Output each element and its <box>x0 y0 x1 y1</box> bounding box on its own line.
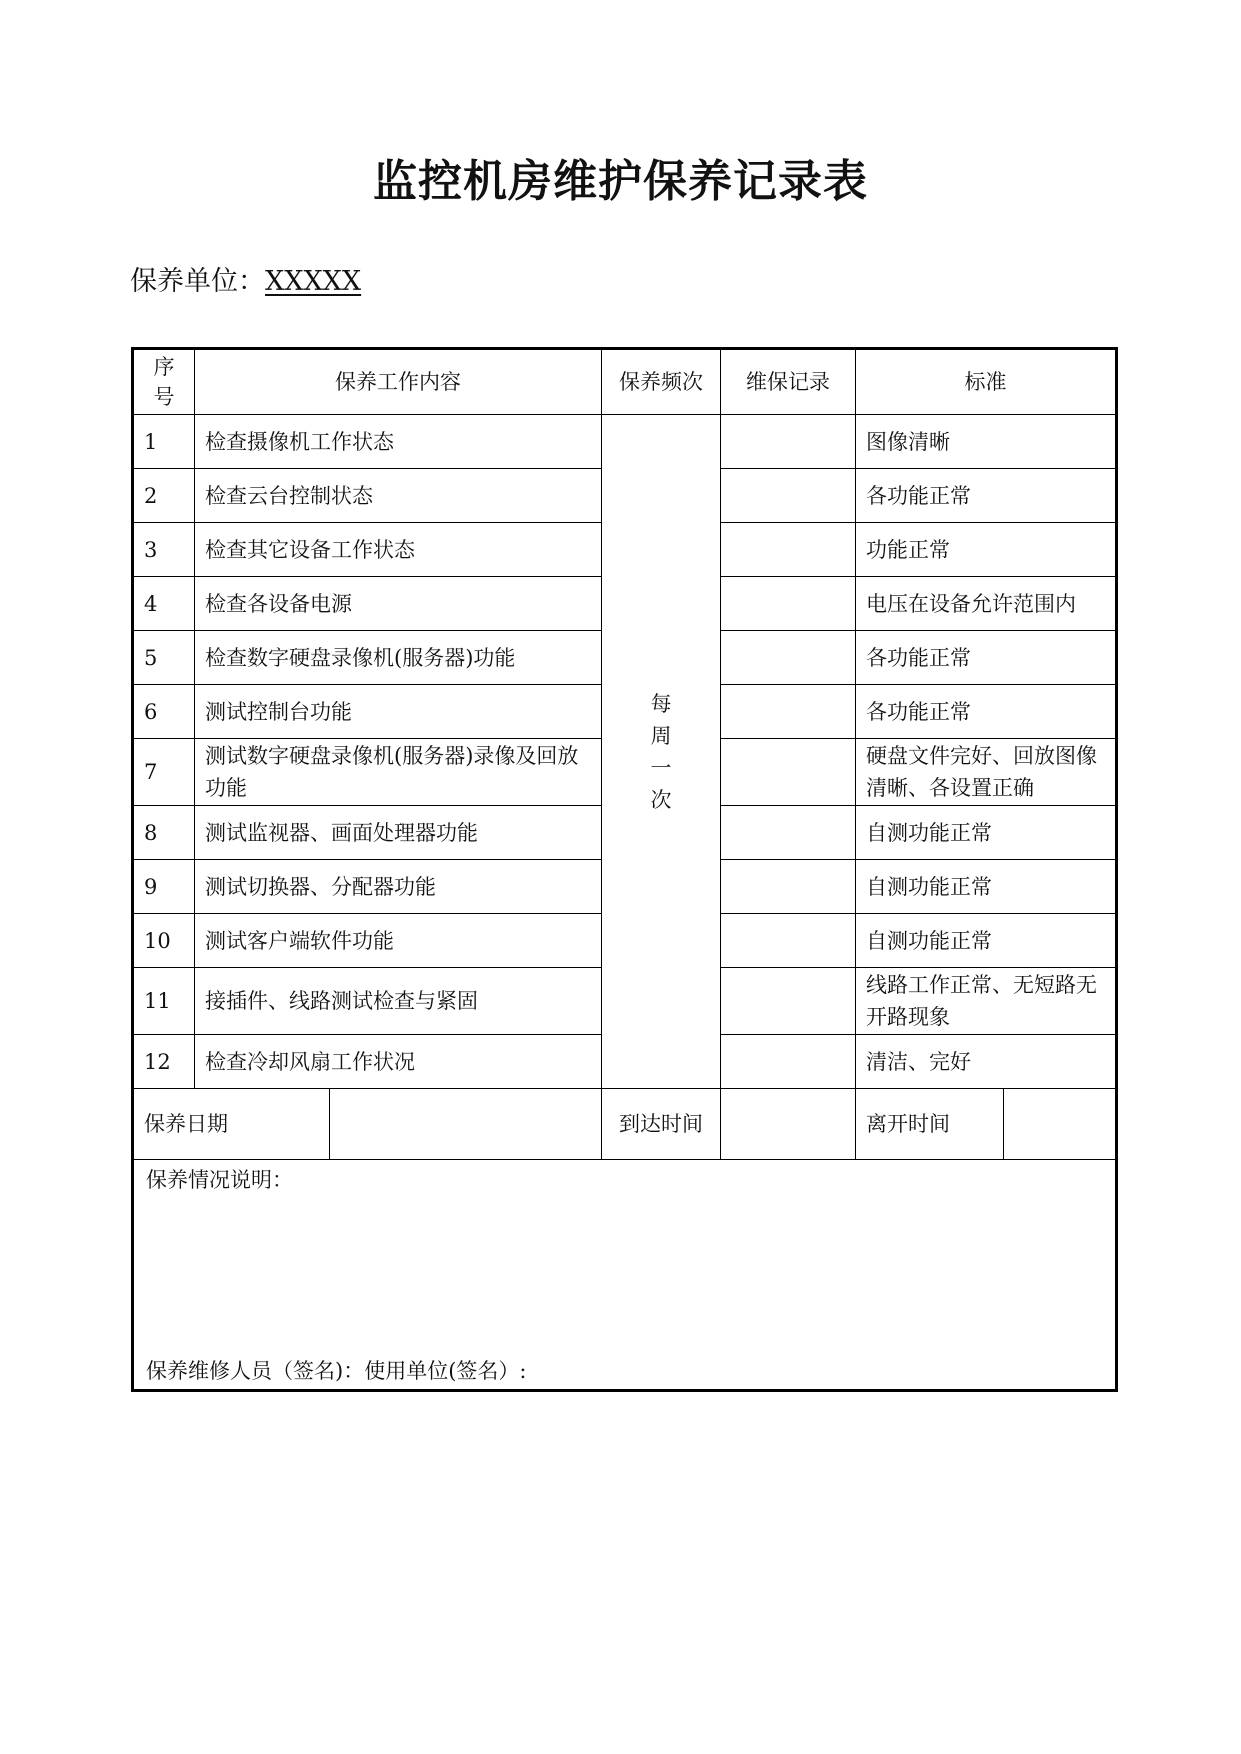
signature-line: 保养维修人员（签名)：使用单位(签名）: <box>146 1359 527 1383</box>
row-standard: 图像清晰 <box>856 415 1117 469</box>
row-content: 检查其它设备工作状态 <box>195 523 602 577</box>
row-content: 测试数字硬盘录像机(服务器)录像及回放功能 <box>195 739 602 806</box>
row-standard: 自测功能正常 <box>856 806 1117 860</box>
row-standard: 清洁、完好 <box>856 1035 1117 1089</box>
row-content: 检查摄像机工作状态 <box>195 415 602 469</box>
row-seq: 4 <box>133 577 195 631</box>
date-field[interactable] <box>330 1089 602 1160</box>
row-content: 测试控制台功能 <box>195 685 602 739</box>
row-seq: 2 <box>133 469 195 523</box>
row-standard: 线路工作正常、无短路无开路现象 <box>856 968 1117 1035</box>
row-standard: 各功能正常 <box>856 631 1117 685</box>
row-content: 检查数字硬盘录像机(服务器)功能 <box>195 631 602 685</box>
row-record-cell[interactable] <box>721 631 856 685</box>
maintenance-unit <box>130 262 361 302</box>
row-seq: 9 <box>133 860 195 914</box>
row-content: 接插件、线路测试检查与紧固 <box>195 968 602 1035</box>
row-standard: 自测功能正常 <box>856 914 1117 968</box>
header-record: 维保记录 <box>721 349 856 415</box>
row-record-cell[interactable] <box>721 415 856 469</box>
row-record-cell[interactable] <box>721 914 856 968</box>
row-content: 测试客户端软件功能 <box>195 914 602 968</box>
row-record-cell[interactable] <box>721 1035 856 1089</box>
row-standard: 自测功能正常 <box>856 860 1117 914</box>
row-standard: 各功能正常 <box>856 685 1117 739</box>
row-seq: 8 <box>133 806 195 860</box>
header-row <box>133 349 1117 415</box>
header-seq: 序 号 <box>133 349 195 415</box>
row-record-cell[interactable] <box>721 968 856 1035</box>
maintenance-record-table <box>131 347 1118 1392</box>
remarks-area[interactable] <box>133 1160 1117 1391</box>
row-standard: 硬盘文件完好、回放图像清晰、各设置正确 <box>856 739 1117 806</box>
remarks-row <box>133 1160 1117 1391</box>
maintenance-unit-value[interactable]: XXXXX <box>265 266 362 297</box>
remarks-label: 保养情况说明： <box>146 1168 293 1192</box>
arrive-time-label: 到达时间 <box>602 1089 721 1160</box>
row-standard: 电压在设备允许范围内 <box>856 577 1117 631</box>
row-standard: 各功能正常 <box>856 469 1117 523</box>
leave-time-label: 离开时间 <box>856 1089 1004 1160</box>
row-content: 检查冷却风扇工作状况 <box>195 1035 602 1089</box>
row-standard: 功能正常 <box>856 523 1117 577</box>
row-record-cell[interactable] <box>721 806 856 860</box>
arrive-time-field[interactable] <box>721 1089 856 1160</box>
header-content: 保养工作内容 <box>195 349 602 415</box>
page-title: 监控机房维护保养记录表 <box>373 156 868 207</box>
footer-row <box>133 1089 1117 1160</box>
row-seq: 11 <box>133 968 195 1035</box>
row-record-cell[interactable] <box>721 577 856 631</box>
row-record-cell[interactable] <box>721 523 856 577</box>
header-standard: 标准 <box>856 349 1117 415</box>
row-record-cell[interactable] <box>721 739 856 806</box>
row-content: 检查云台控制状态 <box>195 469 602 523</box>
leave-time-field[interactable] <box>1004 1089 1117 1160</box>
row-seq: 6 <box>133 685 195 739</box>
row-seq: 3 <box>133 523 195 577</box>
row-record-cell[interactable] <box>721 685 856 739</box>
row-seq: 12 <box>133 1035 195 1089</box>
row-seq: 10 <box>133 914 195 968</box>
row-content: 测试切换器、分配器功能 <box>195 860 602 914</box>
row-record-cell[interactable] <box>721 860 856 914</box>
maintenance-unit-label: 保养单位： <box>130 266 265 297</box>
header-frequency: 保养频次 <box>602 349 721 415</box>
date-label: 保养日期 <box>133 1089 330 1160</box>
row-seq: 5 <box>133 631 195 685</box>
row-seq: 7 <box>133 739 195 806</box>
row-content: 检查各设备电源 <box>195 577 602 631</box>
row-content: 测试监视器、画面处理器功能 <box>195 806 602 860</box>
row-seq: 1 <box>133 415 195 469</box>
table-row <box>133 415 1117 469</box>
frequency-cell: 每 周 一 次 <box>602 415 721 1089</box>
row-record-cell[interactable] <box>721 469 856 523</box>
